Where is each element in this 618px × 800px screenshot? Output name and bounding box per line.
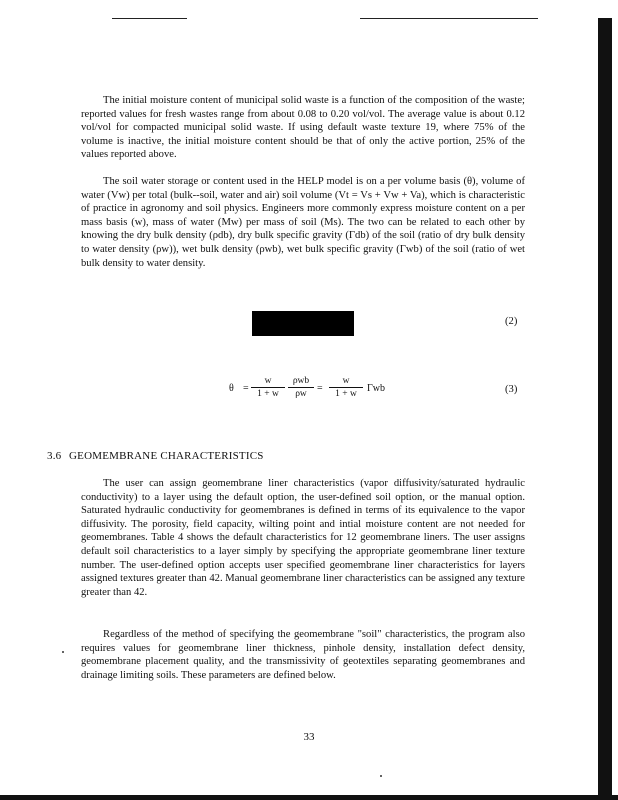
right-scan-edge: [598, 18, 612, 800]
eq3-fraction-3: [329, 376, 363, 399]
paragraph-soil-water-storage: The soil water storage or content used in the HELP model is on a per volume basis (θ), volume of water (Vw) per total (bulk--soil, water and air) soil volume (Vt = Vs + Vw + Va), which is characteristic of practice in agronomy and soil physics. Engineers more commonly express moisture content on a per mass basis (w), mass of water (Mw) per mass of soil (Ms). The two can be related to each other by knowing the dry bulk density (ρdb), dry bulk specific gravity (Γdb) of the soil (ratio of dry bulk density to water density (ρw)), wet bulk density (ρwb), wet bulk specific gravity (Γwb) of the soil (ratio of wet bulk density to water density.: [81, 176, 525, 269]
equation-2-number: (2): [505, 316, 518, 327]
eq3-fraction-1: [251, 376, 285, 399]
eq3-fraction-3-bar: [329, 387, 363, 388]
equation-2-redacted-block: [252, 311, 354, 336]
eq3-fraction-3-numerator: w: [342, 376, 350, 386]
eq3-fraction-1-bar: [251, 387, 285, 388]
paragraph-geomembrane-parameters: Regardless of the method of specifying the geomembrane "soil" characteristics, the program also requires values for geomembrane liner thickness, pinhole density, installation defect density, geomembrane placement quality, and the transmissivity of geotextiles separating geomembranes and drainage limiting soils. These parameters are defined below.: [81, 629, 525, 681]
paragraph-moisture-content: The initial moisture content of municipal solid waste is a function of the composition of the waste; reported values for fresh wastes range from about 0.08 to 0.20 vol/vol. The average value is about 0.12 vol/vol for compacted municipal solid waste. If using default waste texture 19, where 75% of the volume is inactive, the initial moisture content should be that of only the active portion, 25% of the values reported above.: [81, 95, 525, 161]
eq3-fraction-2: [288, 376, 314, 399]
eq3-fraction-2-numerator: ρwb: [292, 376, 310, 386]
equation-3-number: (3): [505, 384, 518, 395]
scan-speck: [380, 775, 382, 777]
eq3-fraction-2-bar: [288, 387, 314, 388]
eq3-equals-2: =: [317, 383, 323, 394]
section-number: 3.6: [47, 450, 62, 462]
bottom-scan-edge: [0, 795, 618, 800]
section-title: GEOMEMBRANE CHARACTERISTICS: [69, 450, 264, 462]
eq3-fraction-1-numerator: w: [264, 376, 272, 386]
page-number: 33: [303, 731, 315, 743]
paragraph-geomembrane-options: The user can assign geomembrane liner characteristics (vapor diffusivity/saturated hydraulic conductivity) to a layer using the default option, the user-defined soil option, or the manual option. Saturated hydraulic conductivity for geomembranes is defined in terms of its equivalence to the vapor diffusivity. The porosity, field capacity, wilting point and intial moisture content are not needed for geomembranes. Table 4 shows the default characteristics for 12 geomembrane liners. The user assigns default soil characteristics to a layer simply by specifying the appropriate geomembrane liner texture number. The user-defined option accepts user specified geomembrane liner characteristics for layers assigned textures greater than 42. Manual geomembrane liner characteristics can be assigned any texture greater than 42.: [81, 478, 525, 598]
scan-speck: [62, 651, 64, 653]
eq3-gamma-wb: Γwb: [367, 383, 386, 394]
top-scan-rule-right: [360, 18, 538, 19]
eq3-fraction-3-denominator: 1 + w: [335, 389, 357, 399]
section-heading: [47, 450, 264, 462]
top-scan-rule-left: [112, 18, 187, 19]
eq3-fraction-2-denominator: ρw: [295, 389, 307, 399]
eq3-theta: θ: [229, 383, 234, 394]
eq3-equals-1: =: [243, 383, 249, 394]
eq3-fraction-1-denominator: 1 + w: [257, 389, 279, 399]
